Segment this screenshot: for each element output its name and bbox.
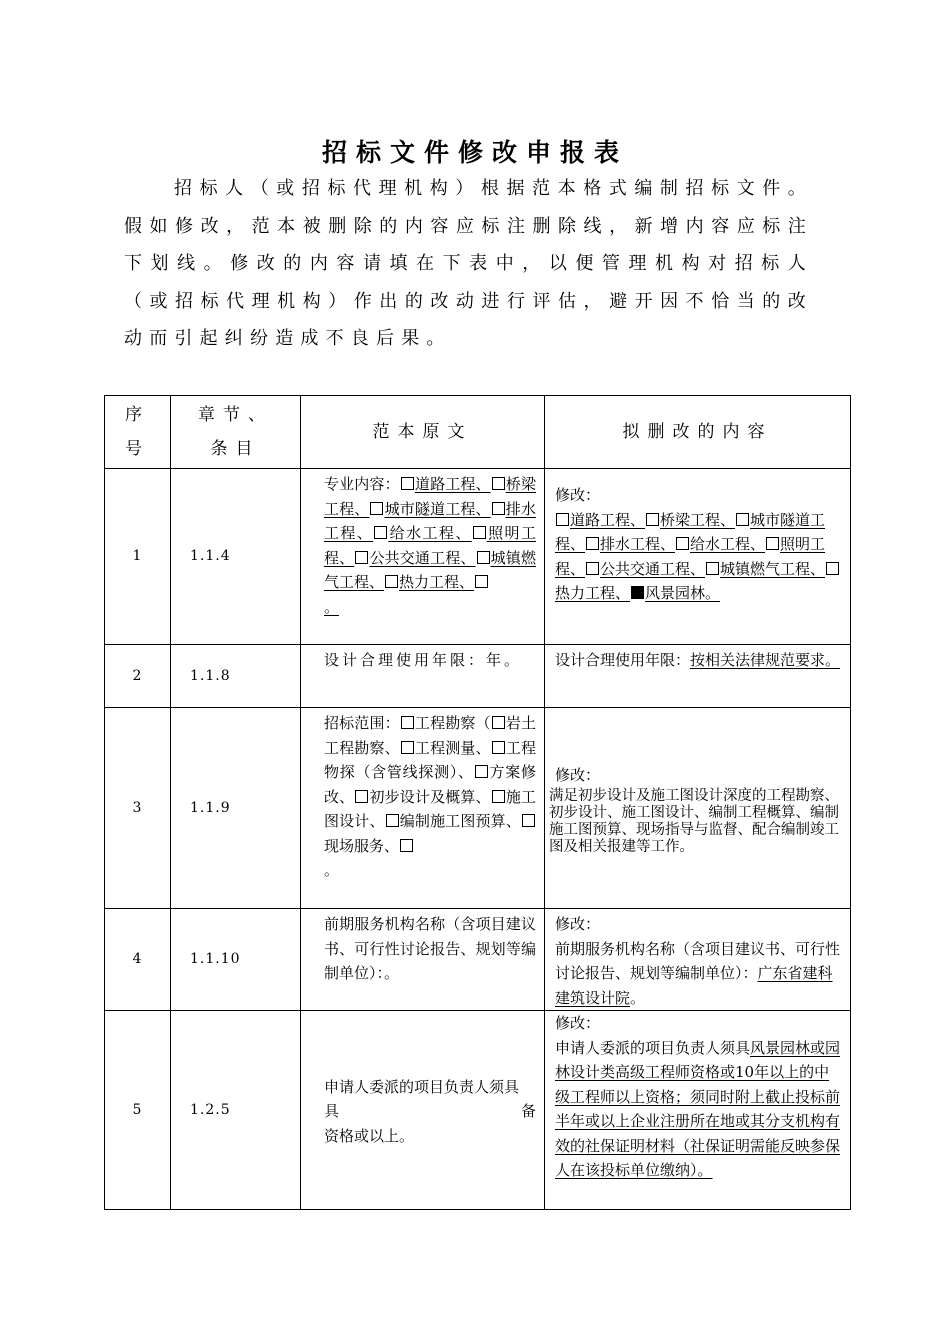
original-item: 岩土工程勘察、 bbox=[324, 714, 536, 757]
checkbox-icon bbox=[676, 537, 689, 550]
modified-lead: 设计合理使用年限： bbox=[555, 651, 691, 669]
original-text: 申请人委派的项目负责人须具 bbox=[324, 1077, 520, 1096]
row-section: 1.1.10 bbox=[171, 909, 301, 1011]
original-item: 城镇燃气工程、 bbox=[324, 548, 536, 591]
table-row bbox=[105, 645, 851, 708]
modified-new-text: 广东省建科建筑设计院 bbox=[555, 964, 833, 1007]
checkbox-icon bbox=[646, 513, 659, 526]
original-item: 现场服务、 bbox=[324, 836, 400, 855]
modify-label: 修改： bbox=[555, 766, 601, 785]
modified-lead: 申请人委派的项目负责人须具 bbox=[555, 1038, 751, 1057]
row-section: 1.2.5 bbox=[171, 1011, 301, 1210]
checkbox-icon bbox=[400, 839, 413, 852]
row-modified bbox=[545, 469, 851, 645]
row-index: 2 bbox=[105, 645, 171, 708]
row-section: 1.1.4 bbox=[171, 469, 301, 645]
original-item: 照明工程、 bbox=[324, 524, 536, 567]
checkbox-icon bbox=[826, 562, 839, 575]
original-item: 桥梁工程、 bbox=[324, 475, 536, 518]
row-section: 1.1.9 bbox=[171, 708, 301, 909]
original-text: 资格或以上。 bbox=[324, 1126, 415, 1145]
modified-item: 热力工程、 bbox=[555, 584, 631, 602]
modify-label: 修改： bbox=[555, 915, 601, 933]
checkbox-icon bbox=[401, 477, 414, 490]
checkbox-icon bbox=[766, 537, 779, 550]
header-index: 序 号 bbox=[105, 396, 171, 469]
modify-label: 修改： bbox=[555, 486, 601, 504]
row-index: 4 bbox=[105, 909, 171, 1011]
checkbox-icon bbox=[477, 551, 490, 564]
modified-item: 给水工程、 bbox=[690, 535, 766, 553]
row-original: 前期服务机构名称（含项目建议书、可行性讨论报告、规划等编制单位）：。 bbox=[301, 909, 545, 1011]
modified-item: 城市隧道工程、 bbox=[555, 510, 826, 553]
modified-text: 满足初步设计及施工图设计深度的工程勘察、初步设计、施工图设计、编制工程概算、编制施工图预算、现场指导与监督、配合编制竣工图及相关报建等工作。 bbox=[549, 787, 839, 855]
original-item: 工程物探（含管线探测）、 bbox=[324, 738, 536, 781]
modified-item-checked: 风景园林。 bbox=[645, 584, 721, 602]
checkbox-icon bbox=[492, 741, 505, 754]
checkbox-icon bbox=[492, 502, 505, 515]
modified-item: 照明工程、 bbox=[555, 535, 826, 578]
checkbox-icon bbox=[522, 814, 535, 827]
original-item: 初步设计及概算、 bbox=[369, 787, 491, 806]
modified-tail: 。 bbox=[630, 988, 646, 1007]
checkbox-icon bbox=[475, 575, 488, 588]
row-section: 1.1.8 bbox=[171, 645, 301, 708]
checkbox-icon bbox=[385, 575, 398, 588]
row-original bbox=[301, 1011, 545, 1210]
modified-lead: 前期服务机构名称（含项目建议书、可行性讨论报告、规划等编制单位）： bbox=[555, 939, 841, 982]
modified-new-text: 按相关法律规范要求。 bbox=[690, 651, 841, 669]
checkbox-icon bbox=[401, 716, 414, 729]
checkbox-icon bbox=[706, 562, 719, 575]
row-index: 3 bbox=[105, 708, 171, 909]
table-row bbox=[105, 469, 851, 645]
checkbox-icon bbox=[556, 513, 569, 526]
checkbox-icon bbox=[492, 716, 505, 729]
checkbox-icon bbox=[736, 513, 749, 526]
modification-table bbox=[104, 395, 851, 1210]
checkbox-icon bbox=[355, 790, 368, 803]
modified-item: 排水工程、 bbox=[600, 535, 676, 553]
modified-new-text: 风景园林或园林设计类高级工程师资格或10年以上的中级工程师以上资格；须同时附上截止投标前半年或以上企业注册所在地或其分支机构有效的社保证明材料（社保证明需能反映参保人在该投标单位缴纳）。 bbox=[555, 1038, 841, 1179]
table-row bbox=[105, 1011, 851, 1210]
row-original: 设计合理使用年限：年。 bbox=[301, 645, 545, 708]
original-item: 编制施工图预算、 bbox=[399, 812, 521, 830]
checkbox-icon bbox=[386, 814, 399, 827]
row-modified bbox=[545, 708, 851, 909]
row-original bbox=[301, 708, 545, 909]
header-original: 范本原文 bbox=[301, 396, 545, 469]
checkbox-icon bbox=[401, 741, 414, 754]
header-modified: 拟删改的内容 bbox=[545, 396, 851, 469]
original-item: 工程勘察（ bbox=[414, 714, 491, 732]
original-lead: 专业内容： bbox=[324, 475, 400, 493]
row-modified bbox=[545, 645, 851, 708]
page-title: 招标文件修改申报表 bbox=[321, 138, 628, 167]
modified-item: 城镇燃气工程、 bbox=[720, 559, 826, 578]
original-item: 排水工程、 bbox=[324, 499, 536, 542]
checkbox-icon bbox=[492, 477, 505, 490]
checkbox-icon bbox=[473, 526, 486, 539]
original-item: 道路工程、 bbox=[414, 475, 491, 493]
original-item: 。 bbox=[324, 861, 340, 879]
modified-item: 道路工程、 bbox=[570, 510, 646, 529]
row-index: 1 bbox=[105, 469, 171, 645]
original-item: 给水工程、 bbox=[388, 524, 472, 542]
original-text: 具 备 bbox=[324, 1102, 536, 1121]
checkbox-icon bbox=[586, 537, 599, 550]
original-item: 公共交通工程、 bbox=[369, 548, 476, 567]
checkbox-icon bbox=[492, 790, 505, 803]
checkbox-icon bbox=[374, 526, 387, 539]
modified-item: 桥梁工程、 bbox=[660, 510, 736, 529]
row-index: 5 bbox=[105, 1011, 171, 1210]
header-section: 章节、 条目 bbox=[171, 396, 301, 469]
row-modified bbox=[545, 1011, 851, 1210]
original-item: 城市隧道工程、 bbox=[384, 499, 491, 518]
checkbox-icon bbox=[475, 765, 488, 778]
original-item: 工程测量、 bbox=[414, 738, 491, 757]
original-item: 施工图设计、 bbox=[324, 787, 536, 830]
original-lead: 招标范围： bbox=[324, 714, 400, 732]
modify-label: 修改： bbox=[555, 1014, 601, 1032]
table-header-row bbox=[105, 396, 851, 469]
row-modified bbox=[545, 909, 851, 1011]
original-item: 方案修改、 bbox=[324, 763, 536, 806]
original-item: 。 bbox=[324, 597, 340, 616]
checkbox-icon bbox=[586, 562, 599, 575]
modified-item: 公共交通工程、 bbox=[600, 559, 706, 578]
checkbox-icon bbox=[370, 502, 383, 515]
original-item: 热力工程、 bbox=[399, 573, 475, 591]
checked-checkbox-icon bbox=[631, 586, 644, 599]
table-row bbox=[105, 708, 851, 909]
intro-paragraph: 招标人（或招标代理机构）根据范本格式编制招标文件。假如修改，范本被删除的内容应标注删除线，新增内容应标注下划线。修改的内容请填在下表中，以便管理机构对招标人（或招标代理机构）作出的改动进行评估，避开因不恰当的改动而引起纠纷造成不良后果。 bbox=[124, 178, 813, 350]
table-row bbox=[105, 909, 851, 1011]
row-original bbox=[301, 469, 545, 645]
checkbox-icon bbox=[355, 551, 368, 564]
